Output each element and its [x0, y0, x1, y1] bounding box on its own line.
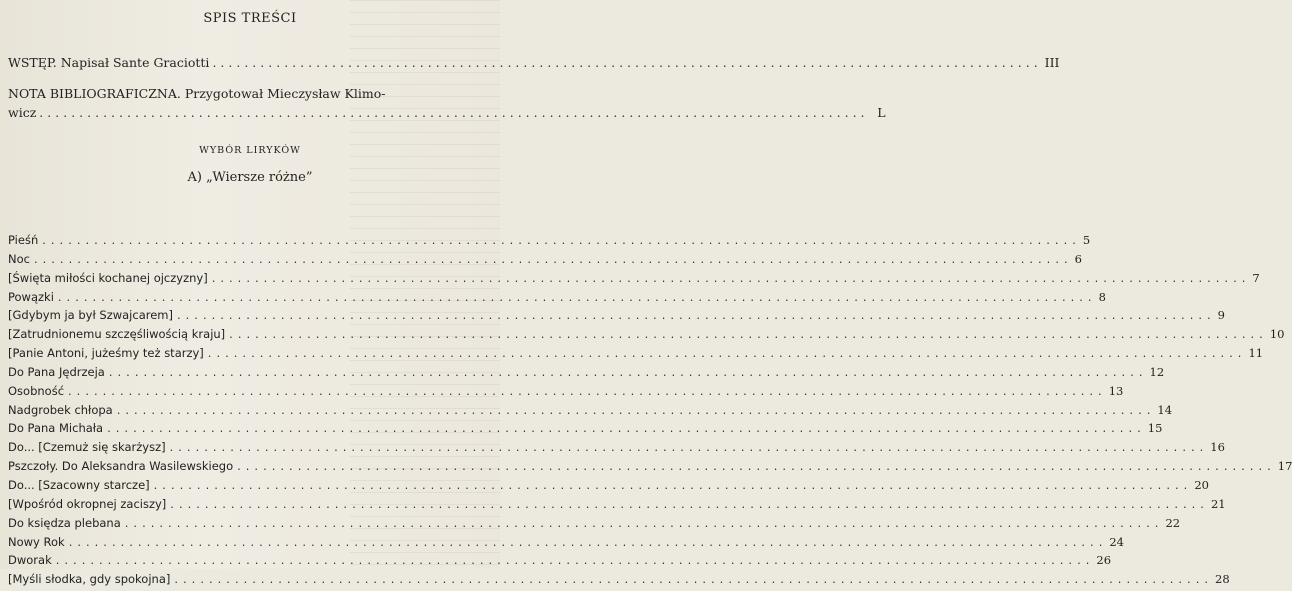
toc-entry-title: [Myśli słodka, gdy spokojna] — [8, 572, 171, 587]
front-matter-page: L — [877, 105, 886, 120]
toc-entry-title: [Gdybym ja był Szwajcarem] — [8, 308, 173, 323]
leader-dots: ........................................................................................................................ — [124, 515, 1164, 530]
subsection-title: A) „Wiersze różne” — [187, 170, 313, 185]
leader-dots: ........................................................................................................................ — [170, 496, 1209, 511]
toc-entry-title: Nowy Rok — [8, 534, 65, 549]
front-matter-item[interactable] — [8, 55, 1060, 70]
toc-entry[interactable] — [8, 346, 1264, 365]
front-matter-label: WSTĘP. Napisał Sante Graciotti — [8, 55, 210, 70]
leader-dots: ........................................................................................................................ — [211, 270, 1251, 285]
toc-entry-page: 8 — [1098, 289, 1106, 304]
toc-entry[interactable] — [8, 251, 1082, 271]
section-title: WYBÓR LIRYKÓW — [199, 145, 301, 156]
leader-dots: ........................................................................................................................ — [68, 383, 1107, 398]
toc-entry[interactable] — [8, 534, 1124, 554]
leader-dots: ........................................................................................................ — [212, 55, 1042, 70]
toc-entry[interactable] — [8, 383, 1124, 403]
toc-entry[interactable] — [8, 421, 1163, 440]
leader-dots: ........................................................................................................................ — [33, 251, 1073, 266]
leader-dots: ........................................................................................................................ — [42, 233, 1081, 247]
leader-dots: ........................................................................................................................ — [57, 289, 1097, 304]
front-matter-label: wicz — [8, 105, 37, 120]
toc-entry-page: 22 — [1165, 515, 1181, 530]
toc-entry-title: Pieśń — [8, 233, 39, 247]
page-title: SPIS TREŚCI — [203, 11, 297, 26]
toc-entry[interactable] — [8, 289, 1106, 309]
toc-entry-title: [Wpośród okropnej zaciszy] — [8, 496, 167, 511]
front-matter-list — [8, 55, 1060, 120]
toc-entry-page: 17 — [1277, 459, 1292, 474]
leader-dots: ........................................................................................................ — [39, 105, 869, 120]
leader-dots: ........................................................................................................................ — [107, 421, 1146, 436]
toc-entry-page: 12 — [1149, 364, 1165, 379]
toc-entry-page: 16 — [1210, 440, 1225, 455]
leader-dots: ........................................................................................................................ — [55, 553, 1095, 568]
toc-entry-page: 15 — [1147, 421, 1163, 436]
toc-entry-page: 24 — [1109, 534, 1124, 549]
toc-entry[interactable] — [8, 308, 1225, 327]
toc-entry[interactable] — [8, 233, 1091, 252]
leader-dots: ........................................................................................................................ — [169, 440, 1209, 455]
toc-entry-title: Do... [Czemuż się skarżysz] — [8, 440, 166, 455]
toc-entry-page: 28 — [1215, 572, 1230, 587]
toc-entry-title: [Zatrudnionemu szczęśliwością kraju] — [8, 327, 226, 342]
toc-entry[interactable] — [8, 327, 1285, 346]
toc-entry-page: 13 — [1108, 383, 1124, 398]
toc-entry-page: 7 — [1252, 270, 1260, 285]
leader-dots: ........................................................................................................................ — [174, 572, 1214, 587]
toc-entry[interactable] — [8, 459, 1292, 478]
toc-entry-title: Noc — [8, 251, 30, 266]
front-matter-page: III — [1044, 55, 1060, 70]
front-matter-label: NOTA BIBLIOGRAFICZNA. Przygotował Mieczysław Klimo- — [8, 86, 386, 101]
toc-entry[interactable] — [8, 477, 1209, 497]
toc-entry-title: Dworak — [8, 553, 52, 568]
front-matter-item[interactable] — [8, 86, 490, 101]
leader-dots: ........................................................................................................................ — [68, 534, 1108, 549]
toc-entry-page: 20 — [1194, 477, 1209, 492]
toc-entry-page: 6 — [1074, 251, 1082, 266]
toc-entry-title: [Święta miłości kochanej ojczyzny] — [8, 270, 208, 285]
toc-entry-page: 9 — [1217, 308, 1225, 323]
toc-entry[interactable] — [8, 553, 1112, 572]
toc-entry-title: Nadgrobek chłopa — [8, 402, 113, 417]
toc-entry[interactable] — [8, 364, 1165, 384]
leader-dots: ........................................................................................................................ — [177, 308, 1216, 323]
leader-dots: ........................................................................................................................ — [229, 327, 1268, 342]
toc-entry-page: 10 — [1269, 327, 1285, 342]
toc-entry-title: Powązki — [8, 289, 54, 304]
toc-entry[interactable] — [8, 572, 1230, 591]
leader-dots: ........................................................................................................................ — [153, 477, 1193, 492]
toc-entry[interactable] — [8, 270, 1260, 290]
leader-dots: ........................................................................................................................ — [108, 364, 1148, 379]
toc-entry-title: Do Pana Jędrzeja — [8, 364, 105, 379]
toc-entry[interactable] — [8, 402, 1173, 422]
leader-dots: ........................................................................................................................ — [207, 346, 1247, 361]
toc-entry-title: Osobność — [8, 383, 65, 398]
toc-entry[interactable] — [8, 515, 1181, 535]
toc-entry[interactable] — [8, 496, 1226, 516]
toc-entry-title: Do księdza plebana — [8, 515, 121, 530]
toc-entry-page: 26 — [1096, 553, 1112, 568]
front-matter-item[interactable] — [8, 105, 886, 120]
toc-entry-page: 14 — [1157, 402, 1173, 417]
leader-dots: ........................................................................................................................ — [116, 402, 1156, 417]
toc-list — [8, 233, 1292, 591]
toc-entry-page: 21 — [1210, 496, 1226, 511]
toc-entry-title: [Panie Antoni, jużeśmy też starzy] — [8, 346, 204, 361]
toc-entry-title: Do... [Szacowny starcze] — [8, 477, 150, 492]
toc-entry-page: 11 — [1248, 346, 1264, 361]
toc-entry-title: Do Pana Michała — [8, 421, 104, 436]
toc-entry-page: 5 — [1082, 233, 1091, 247]
toc-entry-title: Pszczoły. Do Aleksandra Wasilewskiego — [8, 459, 234, 474]
leader-dots: ........................................................................................................................ — [237, 459, 1276, 474]
toc-entry[interactable] — [8, 440, 1225, 459]
